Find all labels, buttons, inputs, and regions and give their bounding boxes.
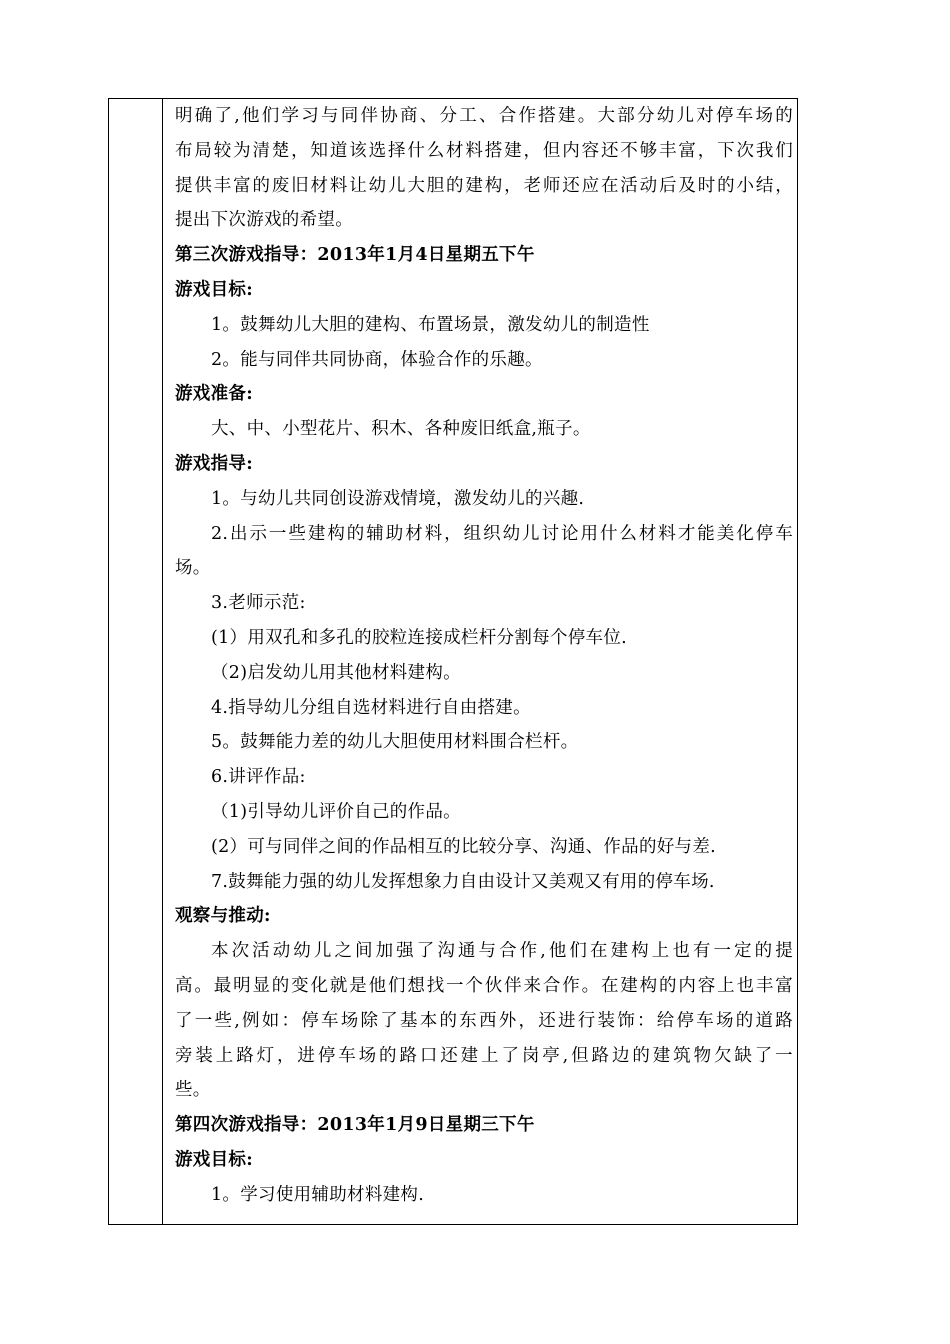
text-line: 大、中、小型花片、积木、各种废旧纸盒,瓶子。 xyxy=(211,419,591,440)
text-line: 1。鼓舞幼儿大胆的建构、布置场景，激发幼儿的制造性 xyxy=(211,314,650,335)
text-line: （1)引导幼儿评价自己的作品。 xyxy=(211,801,461,822)
text-line: 提供丰富的废旧材料让幼儿大胆的建构，老师还应在活动后及时的小结， xyxy=(175,175,793,196)
text-line: 1。与幼儿共同创设游戏情境，激发幼儿的兴趣. xyxy=(211,488,585,509)
text-line: (2）可与同伴之间的作品相互的比较分享、沟通、作品的好与差. xyxy=(211,836,717,857)
text-line: 场。 xyxy=(175,558,211,579)
text-line: 游戏目标: xyxy=(175,1149,253,1170)
text-line: 布局较为清楚，知道该选择什么材料搭建，但内容还不够丰富，下次我们 xyxy=(175,140,793,161)
text-line: 游戏准备: xyxy=(175,384,253,405)
text-line: 观察与推动: xyxy=(175,906,271,927)
document-table xyxy=(108,98,798,1225)
text-line: 些。 xyxy=(175,1080,211,1101)
text-line: 7.鼓舞能力强的幼儿发挥想象力自由设计又美观又有用的停车场. xyxy=(211,871,715,892)
text-line: 1。学习使用辅助材料建构. xyxy=(211,1184,425,1205)
text-line: 本次活动幼儿之间加强了沟通与合作,他们在建构上也有一定的提 xyxy=(211,941,793,962)
text-line: 高。最明显的变化就是他们想找一个伙伴来合作。在建构的内容上也丰富 xyxy=(175,975,793,996)
text-line: 明确了,他们学习与同伴协商、分工、合作搭建。大部分幼儿对停车场的 xyxy=(175,106,793,126)
text-line: 5。鼓舞能力差的幼儿大胆使用材料围合栏杆。 xyxy=(211,732,579,753)
text-line: 2。能与同伴共同协商，体验合作的乐趣。 xyxy=(211,349,543,370)
text-line: 提出下次游戏的希望。 xyxy=(175,210,353,231)
text-line: 2.出示一些建构的辅助材料，组织幼儿讨论用什么材料才能美化停车 xyxy=(211,523,793,544)
text-line: 第四次游戏指导：2013年1月9日星期三下午 xyxy=(175,1115,535,1136)
text-line: 6.讲评作品: xyxy=(211,767,306,788)
text-line: 旁装上路灯，进停车场的路口还建上了岗亭,但路边的建筑物欠缺了一 xyxy=(175,1045,793,1066)
text-line: 3.老师示范: xyxy=(211,593,306,614)
text-line: （2)启发幼儿用其他材料建构。 xyxy=(211,662,461,683)
text-line: 第三次游戏指导：2013年1月4日星期五下午 xyxy=(175,245,535,266)
table-left-column xyxy=(109,99,163,1224)
text-line: 游戏指导: xyxy=(175,453,253,474)
text-line: (1）用双孔和多孔的胶粒连接成栏杆分割每个停车位. xyxy=(211,627,628,648)
text-line: 了一些,例如：停车场除了基本的东西外，还进行装饰：给停车场的道路 xyxy=(175,1010,793,1031)
text-line: 4.指导幼儿分组自选材料进行自由搭建。 xyxy=(211,697,531,718)
table-content-cell xyxy=(175,99,793,1213)
text-line: 游戏目标: xyxy=(175,279,253,300)
